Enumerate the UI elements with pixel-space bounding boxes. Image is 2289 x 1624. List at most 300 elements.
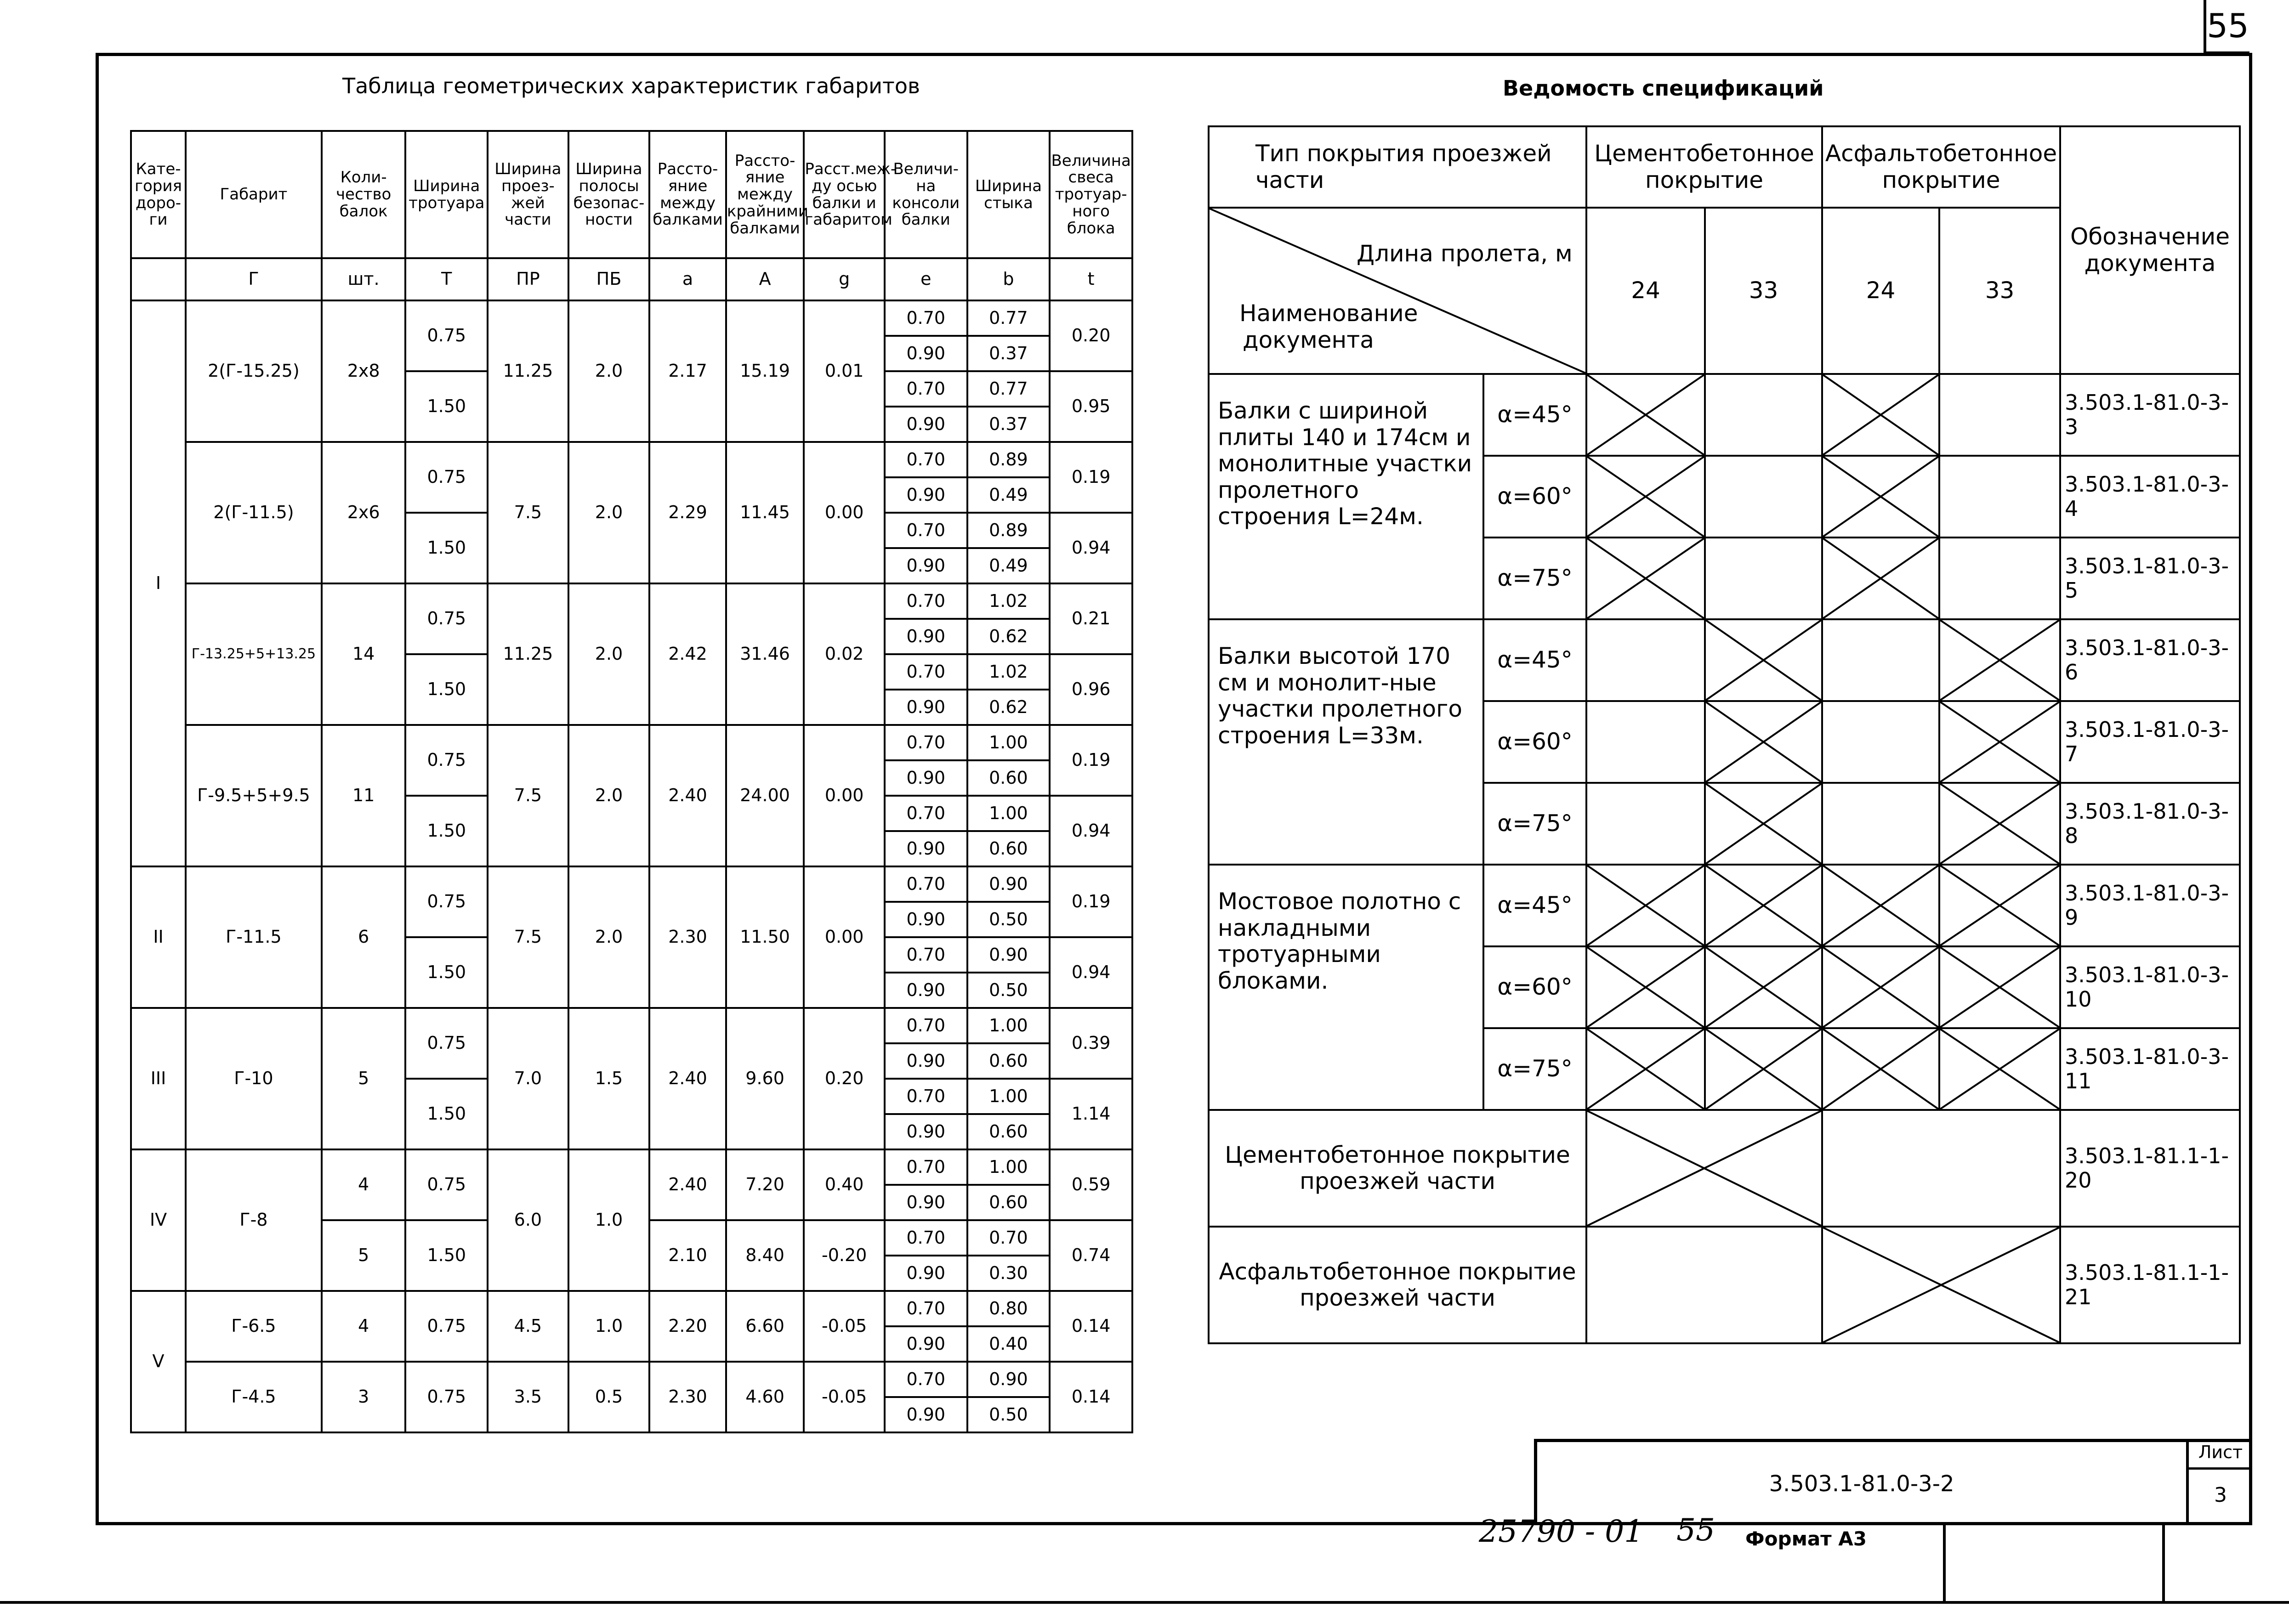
col-symbol: b xyxy=(967,258,1050,300)
left-table-title: Таблица геометрических характеристик габаритов xyxy=(342,74,920,98)
beam-count: 5 xyxy=(322,1008,406,1149)
cross-mark xyxy=(1940,866,2059,945)
console-e: 0.90 xyxy=(885,548,967,583)
span-cell-cross xyxy=(1586,374,1705,456)
gabarit: Г-8 xyxy=(186,1149,322,1291)
value-A: 11.45 xyxy=(726,442,804,583)
beam-count: 2x6 xyxy=(322,442,406,583)
value-pb: 2.0 xyxy=(568,583,650,725)
sidewalk-width: 0.75 xyxy=(405,725,488,796)
span-cell-cross xyxy=(1939,701,2060,783)
console-e: 0.90 xyxy=(885,619,967,654)
cross-mark xyxy=(1823,457,1938,537)
value-pb: 0.5 xyxy=(568,1362,650,1432)
value-A: 6.60 xyxy=(726,1291,804,1362)
header-diagonal-cell xyxy=(1209,208,1586,374)
col-header: Ширина стыка xyxy=(967,131,1050,258)
col-symbol: шт. xyxy=(322,258,406,300)
doc-code: 3.503.1-81.0-3-5 xyxy=(2060,538,2240,619)
col-header: Коли-чество балок xyxy=(322,131,406,258)
joint-b: 0.89 xyxy=(967,442,1050,477)
console-e: 0.90 xyxy=(885,760,967,796)
col-header: Рассто-яние между крайними балками xyxy=(726,131,804,258)
console-e: 0.90 xyxy=(885,1043,967,1079)
value-g: 0.00 xyxy=(804,725,885,866)
sidewalk-width: 0.75 xyxy=(405,442,488,513)
empty-cell xyxy=(1822,1110,2060,1227)
value-pr: 7.0 xyxy=(488,1008,568,1149)
inventory-number: 25790 - 01 xyxy=(1479,1514,1644,1549)
beam-count: 4 xyxy=(322,1149,406,1220)
value-g: 0.40 xyxy=(804,1149,885,1220)
joint-b: 1.00 xyxy=(967,1079,1050,1114)
joint-b: 0.77 xyxy=(967,300,1050,336)
joint-b: 0.50 xyxy=(967,1397,1050,1432)
value-A: 4.60 xyxy=(726,1362,804,1432)
value-pr: 7.5 xyxy=(488,866,568,1008)
sidewalk-width: 0.75 xyxy=(405,583,488,654)
cross-mark xyxy=(1823,947,1938,1027)
cross-mark xyxy=(1587,866,1704,945)
cross-mark xyxy=(1587,1029,1704,1109)
console-e: 0.70 xyxy=(885,583,967,619)
beam-count: 5 xyxy=(322,1220,406,1291)
overhang-t: 0.19 xyxy=(1050,725,1132,796)
cross-mark xyxy=(1706,620,1821,700)
joint-b: 0.49 xyxy=(967,548,1050,583)
sidewalk-width: 1.50 xyxy=(405,654,488,725)
sidewalk-width: 0.75 xyxy=(405,866,488,937)
page-number: 55 xyxy=(2204,0,2249,54)
doc-code: 3.503.1-81.0-3-8 xyxy=(2060,783,2240,865)
span-cell-cross xyxy=(1939,946,2060,1028)
right-table-title: Ведомость спецификаций xyxy=(1503,76,1824,101)
span-length-label: Длина пролета, м xyxy=(1357,240,1573,267)
gabarit: Г-9.5+5+9.5 xyxy=(186,725,322,866)
spec-group-name: Балки с шириной плиты 140 и 174см и монолитные участки пролетного строения L=24м. xyxy=(1209,374,1483,619)
joint-b: 1.00 xyxy=(967,1008,1050,1043)
span-cell-empty xyxy=(1822,619,1939,701)
value-pr: 11.25 xyxy=(488,583,568,725)
spec-group-name: Мостовое полотно с накладными тротуарными блоками. xyxy=(1209,865,1483,1110)
value-a: 2.20 xyxy=(649,1291,726,1362)
value-pb: 1.0 xyxy=(568,1291,650,1362)
angle-label: α=45° xyxy=(1483,374,1586,456)
joint-b: 0.60 xyxy=(967,1114,1050,1149)
joint-b: 0.30 xyxy=(967,1256,1050,1291)
overhang-t: 0.14 xyxy=(1050,1362,1132,1432)
console-e: 0.90 xyxy=(885,831,967,866)
col-symbol: e xyxy=(885,258,967,300)
angle-label: α=75° xyxy=(1483,538,1586,619)
overhang-t: 0.94 xyxy=(1050,937,1132,1008)
span-cell-empty xyxy=(1586,701,1705,783)
span-cell-cross xyxy=(1705,783,1822,865)
doc-code: 3.503.1-81.0-3-3 xyxy=(2060,374,2240,456)
gabarit: Г-13.25+5+13.25 xyxy=(186,583,322,725)
value-pr: 4.5 xyxy=(488,1291,568,1362)
overhang-t: 0.19 xyxy=(1050,866,1132,937)
value-t: 0.75 xyxy=(405,1362,488,1432)
document-code: 3.503.1-81.0-3-2 xyxy=(1769,1471,1954,1497)
joint-b: 0.62 xyxy=(967,619,1050,654)
footer-divider-2 xyxy=(2162,1523,2165,1602)
value-n: 3 xyxy=(322,1362,406,1432)
value-gab: Г-4.5 xyxy=(186,1362,322,1432)
col-header: Габарит xyxy=(186,131,322,258)
value-A: 8.40 xyxy=(726,1220,804,1291)
sidewalk-width: 1.50 xyxy=(405,513,488,583)
value-a: 2.30 xyxy=(649,1362,726,1432)
cross-mark xyxy=(1823,866,1938,945)
console-e: 0.70 xyxy=(885,1291,967,1326)
sidewalk-width: 1.50 xyxy=(405,1079,488,1149)
joint-b: 0.49 xyxy=(967,477,1050,513)
value-pb: 1.0 xyxy=(568,1149,650,1291)
sidewalk-width: 1.50 xyxy=(405,1220,488,1291)
value-pr: 6.0 xyxy=(488,1149,568,1291)
doc-code: 3.503.1-81.1-1-20 xyxy=(2060,1110,2240,1227)
joint-b: 0.37 xyxy=(967,336,1050,371)
span-cell-cross xyxy=(1705,865,1822,946)
span-cell-cross xyxy=(1586,946,1705,1028)
col-header: Рассто-яние между балками xyxy=(649,131,726,258)
header-surface-type: Тип покрытия проезжей части xyxy=(1209,126,1586,208)
span-cell-cross xyxy=(1822,456,1939,538)
console-e: 0.90 xyxy=(885,336,967,371)
console-e: 0.90 xyxy=(885,973,967,1008)
span-cell-empty xyxy=(1586,619,1705,701)
span-cell-cross xyxy=(1586,865,1705,946)
overhang-t: 0.20 xyxy=(1050,300,1132,371)
sidewalk-width: 0.75 xyxy=(405,300,488,371)
value-A: 11.50 xyxy=(726,866,804,1008)
col-symbol: g xyxy=(804,258,885,300)
value-pr: 7.5 xyxy=(488,442,568,583)
joint-b: 0.40 xyxy=(967,1326,1050,1362)
cement-cross xyxy=(1586,1110,1822,1227)
doc-code: 3.503.1-81.0-3-6 xyxy=(2060,619,2240,701)
doc-code: 3.503.1-81.0-3-9 xyxy=(2060,865,2240,946)
cross-mark xyxy=(1587,457,1704,537)
value-g: -0.05 xyxy=(804,1291,885,1362)
span-cell-cross xyxy=(1586,1028,1705,1110)
footer-divider-1 xyxy=(1943,1523,1946,1602)
span-cell-empty xyxy=(1822,701,1939,783)
gabarit: Г-10 xyxy=(186,1008,322,1149)
joint-b: 0.80 xyxy=(967,1291,1050,1326)
overhang-t: 0.74 xyxy=(1050,1220,1132,1291)
value-pb: 2.0 xyxy=(568,300,650,442)
overhang-t: 0.21 xyxy=(1050,583,1132,654)
value-a: 2.42 xyxy=(649,583,726,725)
value-a: 2.17 xyxy=(649,300,726,442)
console-e: 0.70 xyxy=(885,371,967,407)
cross-mark xyxy=(1823,538,1938,618)
cross-mark xyxy=(1940,702,2059,782)
console-e: 0.70 xyxy=(885,866,967,902)
cross-mark xyxy=(1587,375,1704,455)
specification-table xyxy=(1208,125,2241,1344)
sidewalk-width: 1.50 xyxy=(405,796,488,866)
console-e: 0.70 xyxy=(885,654,967,690)
gabarit: 2(Г-11.5) xyxy=(186,442,322,583)
cross-mark xyxy=(1706,702,1821,782)
road-category: V xyxy=(131,1291,186,1432)
joint-b: 0.62 xyxy=(967,690,1050,725)
console-e: 0.90 xyxy=(885,1185,967,1220)
console-e: 0.70 xyxy=(885,1008,967,1043)
value-A: 24.00 xyxy=(726,725,804,866)
bottom-rule xyxy=(0,1601,2289,1604)
doc-code: 3.503.1-81.0-3-11 xyxy=(2060,1028,2240,1110)
value-g: 0.01 xyxy=(804,300,885,442)
doc-code: 3.503.1-81.1-1-21 xyxy=(2060,1227,2240,1343)
value-A: 15.19 xyxy=(726,300,804,442)
joint-b: 0.77 xyxy=(967,371,1050,407)
value-a: 2.40 xyxy=(649,1008,726,1149)
value-pb: 2.0 xyxy=(568,442,650,583)
angle-label: α=60° xyxy=(1483,456,1586,538)
console-e: 0.70 xyxy=(885,1362,967,1397)
joint-b: 0.90 xyxy=(967,1362,1050,1397)
sidewalk-width: 1.50 xyxy=(405,371,488,442)
overhang-t: 1.14 xyxy=(1050,1079,1132,1149)
col-symbol: Г xyxy=(186,258,322,300)
span-cell-empty xyxy=(1705,538,1822,619)
joint-b: 0.90 xyxy=(967,866,1050,902)
value-t: 0.75 xyxy=(405,1291,488,1362)
console-e: 0.90 xyxy=(885,902,967,937)
angle-label: α=75° xyxy=(1483,783,1586,865)
surface-row-name: Цементобетонное покрытие проезжей части xyxy=(1209,1110,1586,1227)
joint-b: 1.02 xyxy=(967,654,1050,690)
road-category: IV xyxy=(131,1149,186,1291)
joint-b: 1.00 xyxy=(967,725,1050,760)
span-cell-cross xyxy=(1705,701,1822,783)
span-cell-cross xyxy=(1822,538,1939,619)
span-cell-empty xyxy=(1705,374,1822,456)
handwritten-page: 55 xyxy=(1676,1512,1715,1548)
cross-mark xyxy=(1587,947,1704,1027)
joint-b: 1.00 xyxy=(967,1149,1050,1185)
overhang-t: 0.96 xyxy=(1050,654,1132,725)
span-cell-empty xyxy=(1586,783,1705,865)
cross-mark xyxy=(1587,1111,1821,1226)
col-symbol: t xyxy=(1050,258,1132,300)
overhang-t: 0.59 xyxy=(1050,1149,1132,1220)
console-e: 0.70 xyxy=(885,513,967,548)
angle-label: α=45° xyxy=(1483,865,1586,946)
value-gab: Г-6.5 xyxy=(186,1291,322,1362)
value-g: 0.00 xyxy=(804,866,885,1008)
span-cell-cross xyxy=(1939,619,2060,701)
span-cell-cross xyxy=(1705,1028,1822,1110)
value-pr: 3.5 xyxy=(488,1362,568,1432)
span-cell-cross xyxy=(1939,1028,2060,1110)
value-pb: 2.0 xyxy=(568,725,650,866)
road-category: II xyxy=(131,866,186,1008)
doc-code: 3.503.1-81.0-3-4 xyxy=(2060,456,2240,538)
console-e: 0.70 xyxy=(885,796,967,831)
value-g: 0.02 xyxy=(804,583,885,725)
value-a: 2.10 xyxy=(649,1220,726,1291)
console-e: 0.70 xyxy=(885,725,967,760)
overhang-t: 0.94 xyxy=(1050,513,1132,583)
joint-b: 0.70 xyxy=(967,1220,1050,1256)
span-cell-cross xyxy=(1586,538,1705,619)
beam-count: 14 xyxy=(322,583,406,725)
console-e: 0.90 xyxy=(885,477,967,513)
sheet-box xyxy=(2186,1442,2252,1525)
joint-b: 0.89 xyxy=(967,513,1050,548)
format-label: Формат А3 xyxy=(1745,1528,1867,1550)
console-e: 0.90 xyxy=(885,1326,967,1362)
joint-b: 1.00 xyxy=(967,796,1050,831)
span-cell-cross xyxy=(1939,783,2060,865)
angle-label: α=75° xyxy=(1483,1028,1586,1110)
span-cell-cross xyxy=(1822,865,1939,946)
cross-mark xyxy=(1940,947,2059,1027)
empty-cell xyxy=(1586,1227,1822,1343)
joint-b: 0.90 xyxy=(967,937,1050,973)
cross-mark xyxy=(1706,1029,1821,1109)
span-cell-empty xyxy=(1822,783,1939,865)
angle-label: α=60° xyxy=(1483,946,1586,1028)
col-symbol: Т xyxy=(405,258,488,300)
spec-group-name: Балки высотой 170 см и монолит-ные участки пролетного строения L=33м. xyxy=(1209,619,1483,865)
col-symbol: a xyxy=(649,258,726,300)
header-document-code: Обозначение документа xyxy=(2060,126,2240,374)
span-cell-cross xyxy=(1939,865,2060,946)
sidewalk-width: 1.50 xyxy=(405,937,488,1008)
console-e: 0.90 xyxy=(885,1114,967,1149)
value-pb: 2.0 xyxy=(568,866,650,1008)
col-header: Величина свеса тротуар-ного блока xyxy=(1050,131,1132,258)
asphalt-cross xyxy=(1822,1227,2060,1343)
value-g: -0.20 xyxy=(804,1220,885,1291)
cross-mark xyxy=(1706,784,1821,864)
console-e: 0.70 xyxy=(885,937,967,973)
span-cell-cross xyxy=(1822,946,1939,1028)
span-cell-cross xyxy=(1822,1028,1939,1110)
console-e: 0.70 xyxy=(885,300,967,336)
sheet-number: 3 xyxy=(2214,1483,2227,1507)
value-pr: 11.25 xyxy=(488,300,568,442)
joint-b: 1.02 xyxy=(967,583,1050,619)
cross-mark xyxy=(1940,620,2059,700)
joint-b: 0.60 xyxy=(967,831,1050,866)
span-cell-empty xyxy=(1705,456,1822,538)
value-n: 4 xyxy=(322,1291,406,1362)
cross-mark xyxy=(1940,784,2059,864)
sidewalk-width: 0.75 xyxy=(405,1149,488,1220)
console-e: 0.90 xyxy=(885,1256,967,1291)
surface-row-name: Асфальтобетонное покрытие проезжей части xyxy=(1209,1227,1586,1343)
span-cell-cross xyxy=(1822,374,1939,456)
joint-b: 0.60 xyxy=(967,1043,1050,1079)
doc-code: 3.503.1-81.0-3-7 xyxy=(2060,701,2240,783)
overhang-t: 0.95 xyxy=(1050,371,1132,442)
joint-b: 0.50 xyxy=(967,902,1050,937)
joint-b: 0.60 xyxy=(967,1185,1050,1220)
angle-label: α=45° xyxy=(1483,619,1586,701)
beam-count: 2x8 xyxy=(322,300,406,442)
span-33-asf: 33 xyxy=(1939,208,2060,374)
joint-b: 0.50 xyxy=(967,973,1050,1008)
value-A: 31.46 xyxy=(726,583,804,725)
value-g: 0.00 xyxy=(804,442,885,583)
joint-b: 0.37 xyxy=(967,407,1050,442)
console-e: 0.90 xyxy=(885,690,967,725)
document-name-label: Наименование документа xyxy=(1239,300,1418,353)
joint-b: 0.60 xyxy=(967,760,1050,796)
col-symbol: ПР xyxy=(488,258,568,300)
cross-mark xyxy=(1706,947,1821,1027)
overhang-t: 0.14 xyxy=(1050,1291,1132,1362)
doc-code: 3.503.1-81.0-3-10 xyxy=(2060,946,2240,1028)
cross-mark xyxy=(1823,1228,2059,1342)
value-a: 2.40 xyxy=(649,1149,726,1220)
span-cell-empty xyxy=(1939,456,2060,538)
console-e: 0.70 xyxy=(885,1220,967,1256)
value-A: 9.60 xyxy=(726,1008,804,1149)
gabarit: Г-11.5 xyxy=(186,866,322,1008)
sheet-label: Лист xyxy=(2189,1442,2252,1470)
console-e: 0.70 xyxy=(885,1149,967,1185)
overhang-t: 0.39 xyxy=(1050,1008,1132,1079)
value-g: -0.05 xyxy=(804,1362,885,1432)
cross-mark xyxy=(1823,375,1938,455)
sidewalk-width: 0.75 xyxy=(405,1008,488,1079)
span-24-asf: 24 xyxy=(1822,208,1939,374)
col-header: Величи-на консоли балки xyxy=(885,131,967,258)
span-cell-empty xyxy=(1939,538,2060,619)
overhang-t: 0.19 xyxy=(1050,442,1132,513)
col-symbol xyxy=(131,258,186,300)
title-block xyxy=(1534,1439,2252,1525)
col-symbol: A xyxy=(726,258,804,300)
console-e: 0.70 xyxy=(885,1079,967,1114)
span-33-cem: 33 xyxy=(1705,208,1822,374)
span-24-cem: 24 xyxy=(1586,208,1705,374)
value-pr: 7.5 xyxy=(488,725,568,866)
value-pb: 1.5 xyxy=(568,1008,650,1149)
cross-mark xyxy=(1706,866,1821,945)
col-header: Ширина проез-жей части xyxy=(488,131,568,258)
beam-count: 11 xyxy=(322,725,406,866)
col-header: Ширина тротуара xyxy=(405,131,488,258)
value-a: 2.40 xyxy=(649,725,726,866)
value-g: 0.20 xyxy=(804,1008,885,1149)
road-category: III xyxy=(131,1008,186,1149)
road-category: I xyxy=(131,300,186,866)
beam-count: 6 xyxy=(322,866,406,1008)
cross-mark xyxy=(1587,538,1704,618)
col-header: Расст.меж-ду осью балки и габаритом xyxy=(804,131,885,258)
console-e: 0.90 xyxy=(885,407,967,442)
console-e: 0.90 xyxy=(885,1397,967,1432)
geometry-table xyxy=(130,130,1133,1433)
span-cell-cross xyxy=(1705,619,1822,701)
col-header: Кате-гория доро-ги xyxy=(131,131,186,258)
cross-mark xyxy=(1940,1029,2059,1109)
value-a: 2.30 xyxy=(649,866,726,1008)
header-cement: Цементобетонное покрытие xyxy=(1586,126,1822,208)
header-asphalt: Асфальтобетонное покрытие xyxy=(1822,126,2060,208)
console-e: 0.70 xyxy=(885,442,967,477)
col-header: Ширина полосы безопас-ности xyxy=(568,131,650,258)
